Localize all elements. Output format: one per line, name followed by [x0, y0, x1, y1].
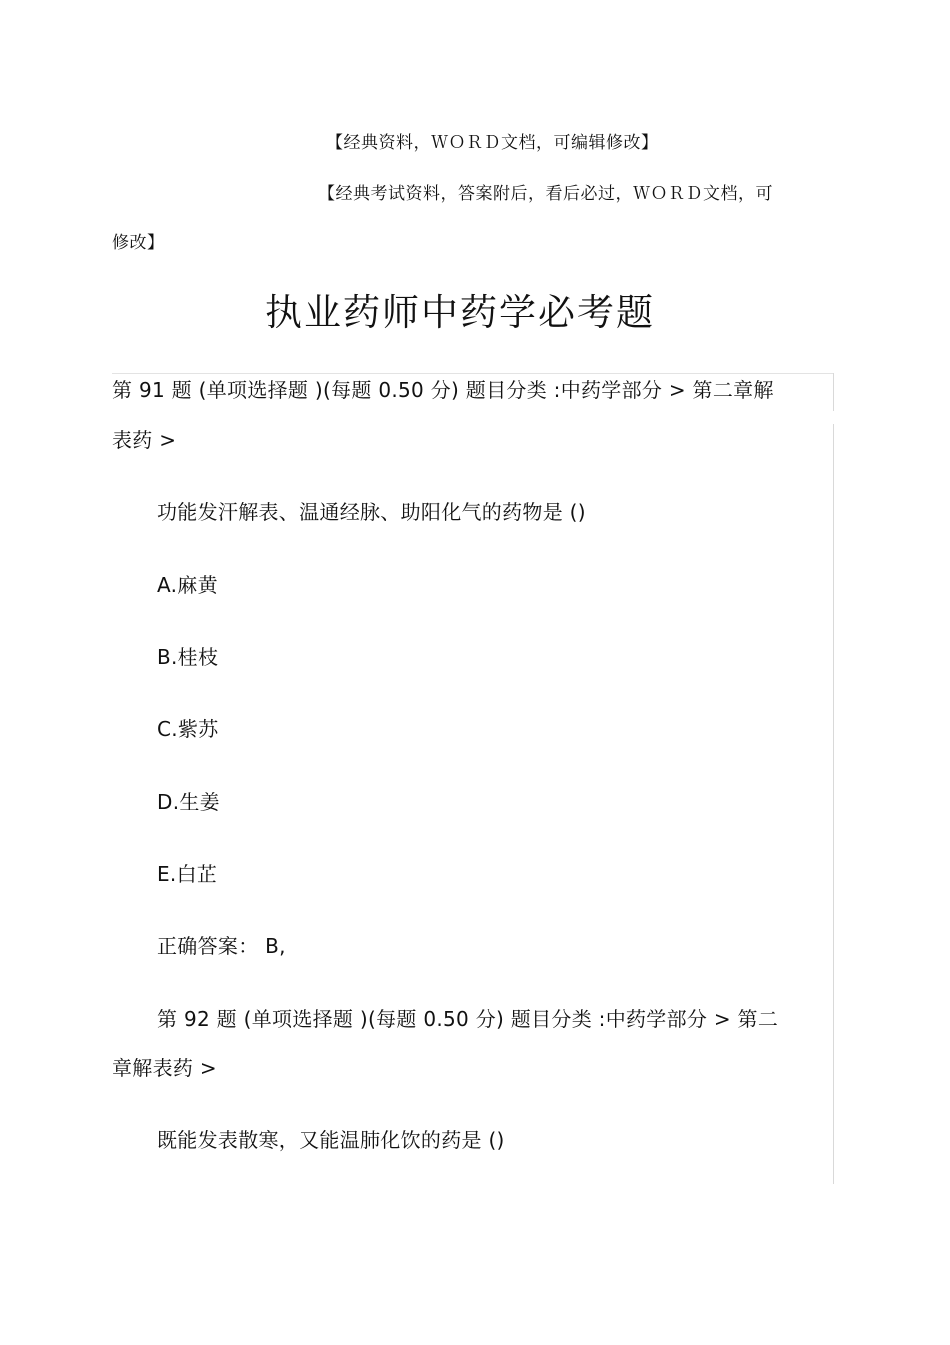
option-c: C.紫苏: [157, 717, 219, 741]
document-title: 执业药师中药学必考题: [265, 291, 655, 334]
question-stem: 既能发表散寒，又能温肺化饮的药是 (): [157, 1128, 505, 1152]
banner-exam-line2: 修改】: [112, 233, 165, 253]
question-heading-line2: 章解表药 >: [112, 1056, 217, 1080]
table-border-right-upper: [833, 373, 834, 411]
correct-answer: 正确答案： B,: [157, 934, 286, 958]
question-heading-line1: 第 91 题 (单项选择题 )(每题 0.50 分) 题目分类 :中药学部分 > 第二章解: [112, 378, 774, 402]
question-stem: 功能发汗解表、温通经脉、助阳化气的药物是 (): [157, 500, 586, 524]
option-a: A.麻黄: [157, 573, 218, 597]
question-heading-line1: 第 92 题 (单项选择题 )(每题 0.50 分) 题目分类 :中药学部分 > 第二: [157, 1007, 779, 1031]
option-e: E.白芷: [157, 862, 218, 886]
banner-exam-line1: 【经典考试资料，答案附后，看后必过，ＷＯＲＤ文档，可: [318, 184, 773, 204]
option-d: D.生姜: [157, 790, 220, 814]
option-b: B.桂枝: [157, 645, 219, 669]
banner-editable: 【经典资料，ＷＯＲＤ文档，可编辑修改】: [326, 133, 659, 153]
question-heading-line2: 表药 >: [112, 428, 177, 452]
table-border-right-lower: [833, 424, 834, 1184]
